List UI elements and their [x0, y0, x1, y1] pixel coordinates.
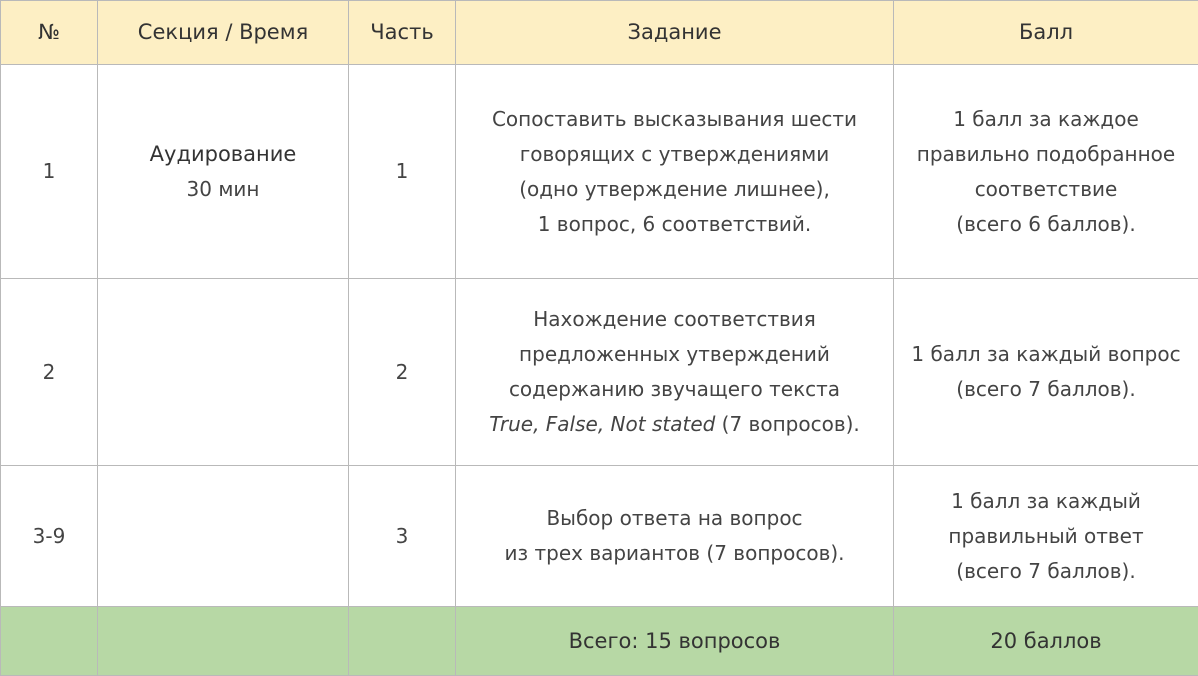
- task-options: True, False, Not stated: [489, 412, 715, 436]
- row-part: 2: [349, 279, 456, 466]
- header-section: Секция / Время: [98, 1, 349, 65]
- header-num: №: [1, 1, 98, 65]
- task-cell: [456, 279, 894, 466]
- total-label: Всего: 15 вопросов: [456, 607, 894, 676]
- task-line: содержанию звучащего текста: [462, 372, 887, 407]
- section-cell: [98, 65, 349, 279]
- task-line: предложенных утверждений: [462, 337, 887, 372]
- score-line: 1 балл за каждый вопрос: [900, 337, 1192, 372]
- task-line: Сопоставить высказывания шести: [462, 102, 887, 137]
- row-part: 1: [349, 65, 456, 279]
- section-cell: [98, 466, 349, 607]
- score-line: соответствие: [900, 172, 1192, 207]
- score-cell: [894, 279, 1198, 466]
- row-num: 3-9: [1, 466, 98, 607]
- task-line: Выбор ответа на вопрос: [462, 501, 887, 536]
- header-part: Часть: [349, 1, 456, 65]
- table-row: [1, 466, 1198, 607]
- task-line: [462, 407, 887, 442]
- score-line: (всего 7 баллов).: [900, 372, 1192, 407]
- header-task: Задание: [456, 1, 894, 65]
- score-line: (всего 7 баллов).: [900, 554, 1192, 589]
- total-empty-num: [1, 607, 98, 676]
- score-line: 1 балл за каждое: [900, 102, 1192, 137]
- score-cell: [894, 65, 1198, 279]
- row-part: 3: [349, 466, 456, 607]
- total-score: 20 баллов: [894, 607, 1198, 676]
- table-row: [1, 279, 1198, 466]
- task-cell: [456, 466, 894, 607]
- section-cell: [98, 279, 349, 466]
- header-row: [1, 1, 1198, 65]
- score-cell: [894, 466, 1198, 607]
- header-score: Балл: [894, 1, 1198, 65]
- table-row: [1, 65, 1198, 279]
- task-count: (7 вопросов).: [715, 412, 859, 436]
- section-title: Аудирование: [104, 137, 342, 172]
- task-line: (одно утверждение лишнее),: [462, 172, 887, 207]
- score-line: 1 балл за каждый: [900, 484, 1192, 519]
- task-line: 1 вопрос, 6 соответствий.: [462, 207, 887, 242]
- score-line: правильно подобранное: [900, 137, 1192, 172]
- row-num: 1: [1, 65, 98, 279]
- section-time: 30 мин: [104, 172, 342, 207]
- total-empty-part: [349, 607, 456, 676]
- total-row: [1, 607, 1198, 676]
- score-line: правильный ответ: [900, 519, 1192, 554]
- task-line: из трех вариантов (7 вопросов).: [462, 536, 887, 571]
- task-cell: [456, 65, 894, 279]
- score-line: (всего 6 баллов).: [900, 207, 1192, 242]
- task-line: Нахождение соответствия: [462, 302, 887, 337]
- total-empty-section: [98, 607, 349, 676]
- row-num: 2: [1, 279, 98, 466]
- task-line: говорящих с утверждениями: [462, 137, 887, 172]
